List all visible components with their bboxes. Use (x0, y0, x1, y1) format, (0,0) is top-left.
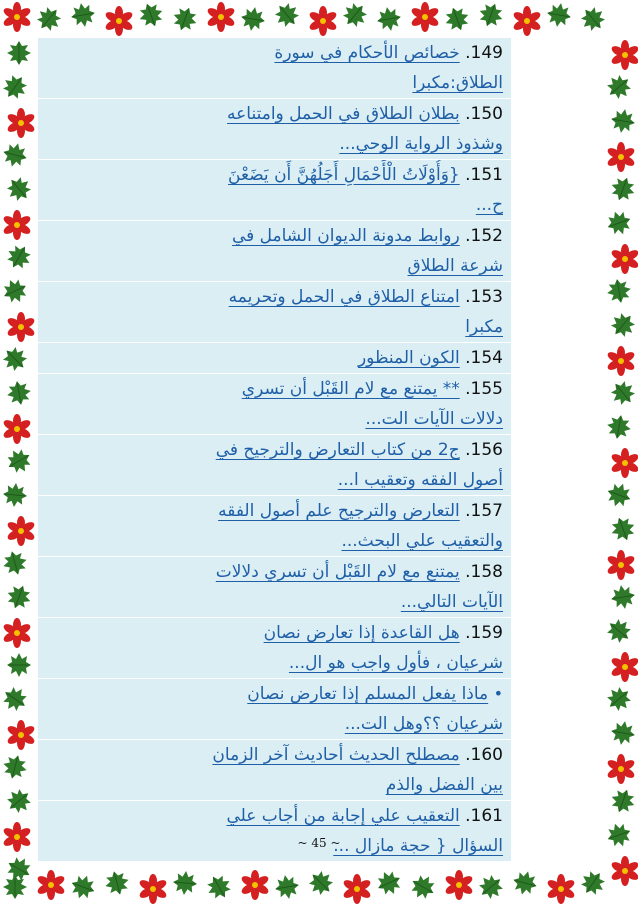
link-text[interactable]: {وَأُوْلَاتُ الْأَحْمَالِ أَجَلُهُنَّ أَن يَضَعْنَ (228, 165, 460, 185)
list-item-line (42, 465, 503, 495)
list-item-line (42, 312, 503, 342)
holly-leaf-icon (70, 874, 96, 900)
holly-leaf-icon (2, 482, 28, 508)
holly-leaf-icon (308, 870, 334, 896)
list-item-line (42, 38, 503, 68)
poinsettia-icon (610, 652, 638, 682)
holly-leaf-icon (274, 874, 300, 900)
link-text[interactable]: ** يمتنع مع لام القَبْل أن تسري (241, 379, 460, 399)
holly-leaf-icon (70, 2, 96, 28)
poinsettia-icon (610, 856, 638, 886)
poinsettia-icon (2, 2, 32, 32)
holly-leaf-icon (104, 870, 130, 896)
list-item-line (42, 374, 503, 404)
link-text[interactable]: ماذا يفعل المسلم إذا تعارض نصان (247, 684, 489, 704)
holly-leaf-icon (606, 74, 632, 100)
item-number: 157. (465, 501, 503, 521)
poinsettia-icon (610, 448, 638, 478)
list-item (38, 801, 511, 862)
link-text[interactable]: شرعيان ؟؟وهل الت... (344, 714, 503, 734)
holly-leaf-icon (610, 584, 636, 610)
holly-leaf-icon (580, 6, 606, 32)
item-number: 161. (465, 806, 503, 826)
list-item-line (42, 282, 503, 312)
poinsettia-icon (6, 108, 36, 138)
holly-leaf-icon (606, 822, 632, 848)
poinsettia-icon (240, 870, 270, 900)
poinsettia-icon (2, 822, 32, 852)
holly-leaf-icon (606, 414, 632, 440)
link-text[interactable]: هل القاعدة إذا تعارض نصان (263, 623, 460, 643)
list-item (38, 557, 511, 618)
list-item (38, 496, 511, 557)
link-text[interactable]: روابط مدونة الديوان الشامل في (231, 226, 460, 246)
holly-leaf-icon (610, 312, 636, 338)
holly-leaf-icon (6, 244, 32, 270)
holly-leaf-icon (6, 856, 32, 882)
holly-leaf-icon (546, 2, 572, 28)
holly-leaf-icon (606, 278, 632, 304)
list-item (38, 221, 511, 282)
holly-leaf-icon (6, 448, 32, 474)
item-number: 153. (465, 287, 503, 307)
list-item-line (42, 404, 503, 434)
poinsettia-icon (6, 516, 36, 546)
item-number: 159. (465, 623, 503, 643)
list-item-line (42, 496, 503, 526)
list-item-line (42, 190, 503, 220)
poinsettia-icon (308, 6, 338, 36)
link-text[interactable]: امتناع الطلاق في الحمل وتحريمه (228, 287, 460, 307)
list-item-line (42, 679, 503, 709)
item-number: 154. (465, 348, 503, 368)
list-item-line (42, 343, 503, 373)
item-number: 158. (465, 562, 503, 582)
holly-leaf-icon (444, 6, 470, 32)
poinsettia-icon (206, 2, 236, 32)
list-item-line (42, 99, 503, 129)
holly-leaf-icon (2, 142, 28, 168)
list-item-line (42, 221, 503, 251)
list-item (38, 282, 511, 343)
link-text[interactable]: أصول الفقه وتعقيب ا... (337, 470, 503, 490)
holly-leaf-icon (6, 176, 32, 202)
link-text[interactable]: بطلان الطلاق في الحمل وامتناعه (227, 104, 460, 124)
list-item-line (42, 587, 503, 617)
holly-leaf-icon (606, 482, 632, 508)
list-item-line (42, 251, 503, 281)
list-item-line (42, 801, 503, 831)
list-item-line (42, 129, 503, 159)
poinsettia-icon (606, 142, 636, 172)
link-text[interactable]: دلالات الآيات الت... (365, 409, 503, 429)
link-text[interactable]: الكون المنظور (357, 348, 460, 368)
link-text[interactable]: يمتنع مع لام القَبْل أن تسري دلالات (215, 562, 460, 582)
list-item-line (42, 557, 503, 587)
holly-leaf-icon (410, 874, 436, 900)
link-list (38, 38, 511, 862)
item-number: 152. (465, 226, 503, 246)
holly-leaf-icon (138, 2, 164, 28)
link-text[interactable]: التعقيب علي إجابة من أجاب علي (226, 806, 460, 826)
poinsettia-icon (342, 874, 372, 904)
list-item-line (42, 526, 503, 556)
list-item (38, 374, 511, 435)
link-text[interactable]: ح... (475, 195, 503, 215)
poinsettia-icon (2, 210, 32, 240)
poinsettia-icon (6, 720, 36, 750)
holly-leaf-icon (610, 380, 636, 406)
holly-leaf-icon (2, 686, 28, 712)
holly-leaf-icon (606, 210, 632, 236)
poinsettia-icon (610, 244, 638, 274)
holly-leaf-icon (610, 720, 636, 746)
holly-leaf-icon (172, 870, 198, 896)
poinsettia-icon (512, 6, 542, 36)
link-text[interactable]: شرعة الطلاق (407, 256, 503, 276)
link-text[interactable]: شرعيان ، فأول واجب هو ال... (288, 653, 503, 673)
poinsettia-icon (2, 618, 32, 648)
holly-leaf-icon (6, 652, 32, 678)
holly-leaf-icon (6, 584, 32, 610)
holly-leaf-icon (376, 870, 402, 896)
item-number: 160. (465, 745, 503, 765)
poinsettia-icon (546, 874, 576, 904)
list-item (38, 99, 511, 160)
holly-leaf-icon (206, 874, 232, 900)
list-item-line (42, 618, 503, 648)
link-text[interactable]: التعارض والترجيح علم أصول الفقه (218, 501, 460, 521)
item-number: 151. (465, 165, 503, 185)
holly-leaf-icon (342, 2, 368, 28)
list-item (38, 740, 511, 801)
item-number: 149. (465, 43, 503, 63)
item-number: 156. (465, 440, 503, 460)
link-text[interactable]: مكبرا (465, 317, 503, 337)
holly-leaf-icon (6, 40, 32, 66)
holly-leaf-icon (478, 874, 504, 900)
list-item (38, 618, 511, 679)
poinsettia-icon (2, 414, 32, 444)
link-text[interactable]: مصطلح الحديث أحاديث آخر الزمان (212, 745, 460, 765)
holly-leaf-icon (172, 6, 198, 32)
poinsettia-icon (36, 870, 66, 900)
list-item-line (42, 160, 503, 190)
holly-leaf-icon (2, 278, 28, 304)
poinsettia-icon (410, 2, 440, 32)
link-text[interactable]: والتعقيب علي البحث... (341, 531, 503, 551)
link-text[interactable]: ج2 من كتاب التعارض والترجيح في (215, 440, 460, 460)
link-text[interactable]: السؤال { حجة مازال ... (333, 836, 503, 856)
holly-leaf-icon (376, 6, 402, 32)
holly-leaf-icon (2, 74, 28, 100)
poinsettia-icon (606, 346, 636, 376)
holly-leaf-icon (512, 870, 538, 896)
holly-leaf-icon (580, 870, 606, 896)
holly-leaf-icon (240, 6, 266, 32)
holly-leaf-icon (606, 686, 632, 712)
list-item (38, 435, 511, 496)
holly-leaf-icon (2, 346, 28, 372)
poinsettia-icon (444, 870, 474, 900)
list-item-line (42, 648, 503, 678)
link-text[interactable]: بين الفضل والذم (385, 775, 503, 795)
holly-leaf-icon (274, 2, 300, 28)
holly-leaf-icon (610, 516, 636, 542)
link-text[interactable]: الآيات التالي... (400, 592, 503, 612)
link-text[interactable]: الطلاق:مكبرا (412, 73, 503, 93)
holly-leaf-icon (6, 788, 32, 814)
list-item (38, 160, 511, 221)
item-number: 155. (465, 379, 503, 399)
holly-leaf-icon (606, 618, 632, 644)
holly-leaf-icon (610, 108, 636, 134)
link-text[interactable]: وشذوذ الرواية الوحي... (339, 134, 503, 154)
holly-leaf-icon (478, 2, 504, 28)
list-item (38, 38, 511, 99)
holly-leaf-icon (2, 550, 28, 576)
poinsettia-icon (606, 550, 636, 580)
list-item-line (42, 435, 503, 465)
holly-leaf-icon (36, 6, 62, 32)
list-item (38, 343, 511, 374)
item-number: 150. (465, 104, 503, 124)
list-item-line (42, 68, 503, 98)
poinsettia-icon (104, 6, 134, 36)
list-item-line (42, 740, 503, 770)
poinsettia-icon (138, 874, 168, 904)
list-item (38, 679, 511, 740)
holly-leaf-icon (610, 176, 636, 202)
holly-leaf-icon (2, 754, 28, 780)
list-item-line (42, 709, 503, 739)
poinsettia-icon (606, 754, 636, 784)
holly-leaf-icon (6, 380, 32, 406)
poinsettia-icon (610, 40, 638, 70)
list-item-line (42, 770, 503, 800)
page-number: ~ 45 ~ (297, 836, 341, 850)
link-text[interactable]: خصائص الأحكام في سورة (274, 43, 460, 63)
poinsettia-icon (6, 312, 36, 342)
bullet-icon: • (493, 684, 503, 703)
holly-leaf-icon (610, 788, 636, 814)
